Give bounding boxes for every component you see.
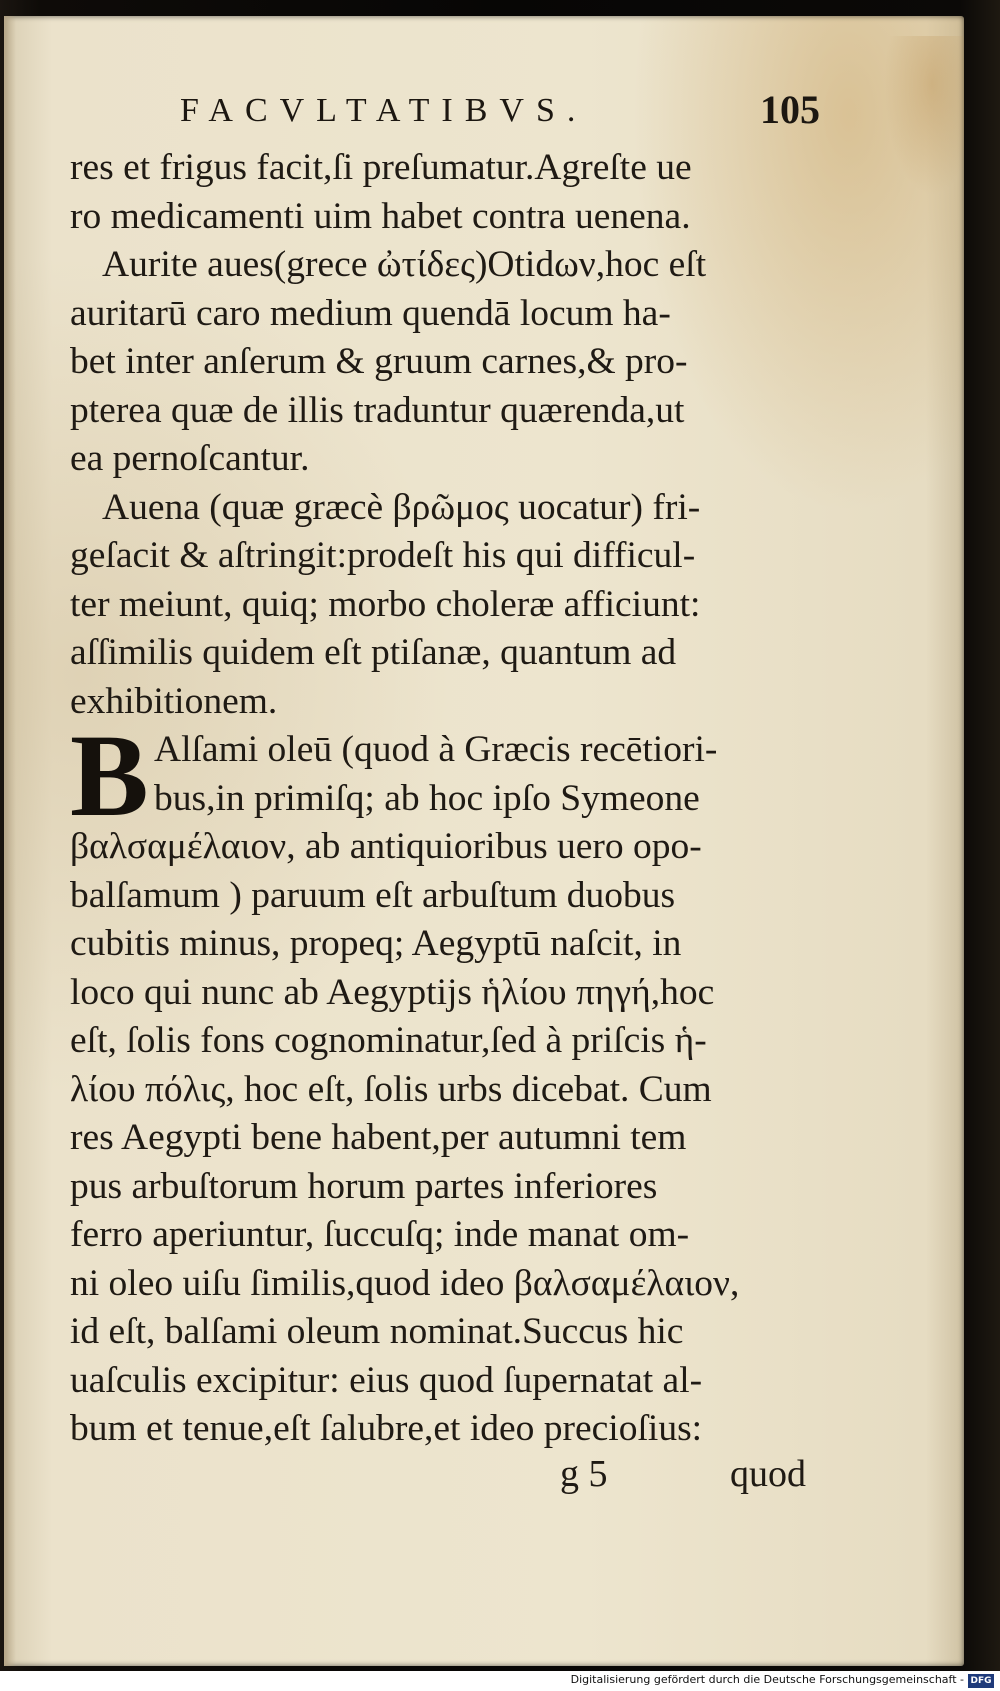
- text-line: ro medicamenti uim habet contra uenena.: [70, 195, 691, 237]
- text-line: bet inter anſerum & gruum carnes,& pro-: [70, 341, 688, 382]
- text-line: ferro aperiuntur, ſuccuſq; inde manat om-: [70, 1214, 690, 1255]
- text-line: pus arbuſtorum horum partes inferiores: [70, 1165, 658, 1207]
- text-line: uaſculis excipitur: eius quod ſupernatat al-: [70, 1359, 703, 1401]
- text-line: Alſami oleū (quod à Græcis recētiori-: [154, 729, 718, 770]
- signature-mark: g 5: [560, 1453, 608, 1495]
- page-number: 105: [760, 87, 820, 132]
- text-line: id eſt, balſami oleum nominat.Succus hic: [70, 1311, 684, 1352]
- footer-bar: [0, 1671, 1000, 1691]
- drop-capital: B: [70, 710, 149, 841]
- text-line: balſamum ) paruum eſt arbuſtum duobus: [70, 874, 676, 916]
- text-line: bus,in primiſq; ab hoc ipſo Symeone: [154, 777, 700, 819]
- text-line: auritarū caro medium quendā locum ha-: [70, 292, 671, 334]
- text-line: res Aegypti bene habent,per autumni tem: [70, 1117, 687, 1158]
- text-line: bum et tenue,eſt ſalubre,et ideo precioſius:: [70, 1408, 703, 1449]
- footer-credit: Digitalisierung gefördert durch die Deutsche Forschungsgemeinschaft -: [570, 1673, 964, 1686]
- text-line: ni oleo uiſu ſimilis,quod ideo βαλσαμέλαιον,: [70, 1262, 740, 1304]
- text-line: eſt, ſolis fons cognominatur,ſed à priſcis ἡ-: [70, 1020, 707, 1061]
- text-line: geſacit & aſtringit:prodeſt his qui difficul-: [70, 535, 696, 576]
- running-head: FACVLTATIBVS.: [180, 92, 588, 129]
- text-line: exhibitionem.: [70, 680, 278, 722]
- paper-stain: [884, 36, 964, 196]
- text-line: Aurite aues(grece ὠτίδες)Otidων,hoc eſt: [102, 244, 707, 285]
- body-text: [70, 144, 840, 1454]
- text-line: ter meiunt, quiq; morbo choleræ afficiunt:: [70, 583, 701, 625]
- text-line: res et frigus facit,ſi preſumatur.Agreſte ue: [70, 147, 692, 188]
- text-line: Auena (quæ græcè βρῶμος uocatur) fri-: [102, 486, 701, 528]
- text-line: λίου πόλις, hoc eſt, ſolis urbs dicebat. Cum: [70, 1068, 712, 1110]
- text-line: βαλσαμέλαιον, ab antiquioribus uero opo-: [70, 826, 702, 867]
- dropcap-paragraph: [70, 710, 840, 841]
- text-line: ea pernoſcantur.: [70, 438, 310, 479]
- text-line: loco qui nunc ab Aegyptijs ἡλίου πηγή,hoc: [70, 971, 715, 1013]
- text-line: pterea quæ de illis traduntur quærenda,ut: [70, 389, 685, 431]
- catchword: quod: [730, 1453, 806, 1495]
- text-line: aſſimilis quidem eſt ptiſanæ, quantum ad: [70, 632, 677, 673]
- text-line: cubitis minus, propeq; Aegyptū naſcit, in: [70, 923, 682, 964]
- dfg-logo: DFG: [968, 1674, 994, 1688]
- page-gutter: [4, 16, 16, 1666]
